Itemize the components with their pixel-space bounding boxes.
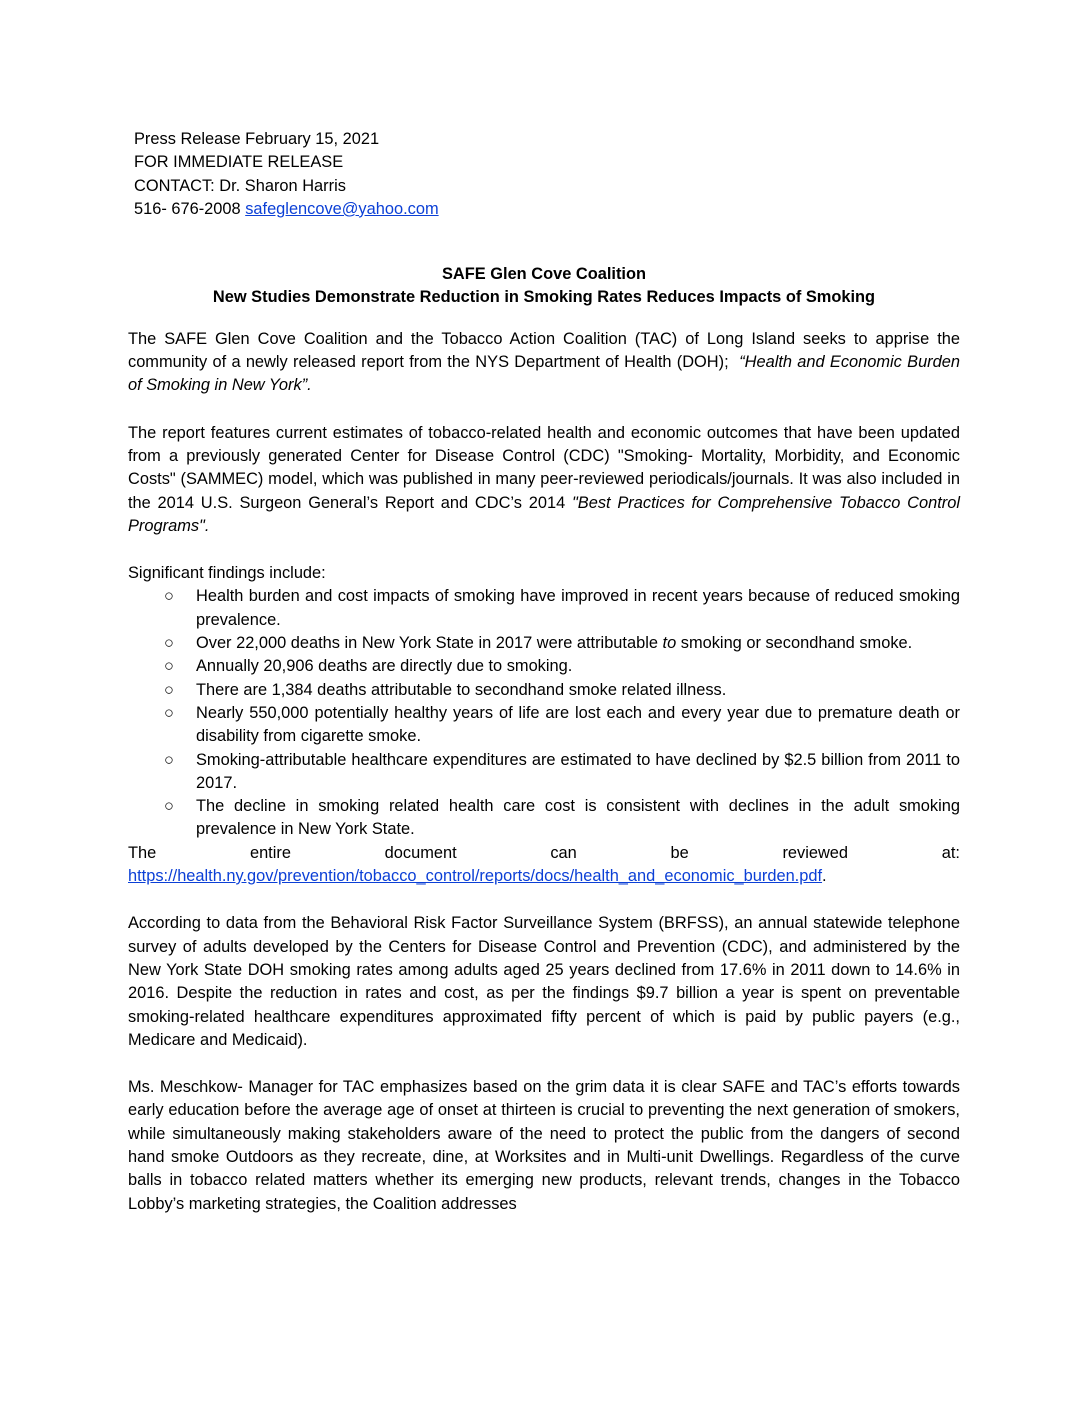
finding-text: The decline in smoking related health care cost is consistent with declines in the adult smoking prevalence in New York State.	[196, 797, 960, 839]
review-sentence	[128, 842, 960, 865]
finding-text: Over 22,000 deaths in New York State in 2017 were attributable	[196, 634, 658, 653]
bullet-icon: ○	[164, 680, 174, 699]
brfss-paragraph: According to data from the Behavioral Risk Factor Surveillance System (BRFSS), an annual statewide telephone survey of adults developed by the Centers for Disease Control and Prevention (CDC), and administered by the New York State DOH smoking rates among adults aged 25 years declined from 17.6% in 2011 down to 14.6% in 2016. Despite the reduction in rates and cost, as per the findings $9.7 billion a year is spent on preventable smoking-related healthcare expenditures approximated fifty percent of which is paid by public payers (e.g., Medicare and Medicaid).	[128, 914, 960, 1049]
intro-text: The SAFE Glen Cove Coalition and the Tobacco Action Coalition (TAC) of Long Island seeks to apprise the community of a newly released report from the NYS Department of Health (DOH);	[128, 329, 960, 372]
contact-email-link[interactable]: safeglencove@yahoo.com	[245, 199, 439, 218]
release-title	[128, 263, 960, 310]
report-title: “Health and Economic Burden of Smoking in New York”.	[128, 353, 960, 395]
release-date: Press Release February 15, 2021	[134, 130, 380, 148]
list-item	[128, 749, 960, 796]
review-word: be	[670, 843, 689, 862]
finding-text: Nearly 550,000 potentially healthy years of life are lost each and every year due to premature death or disability from cigarette smoke.	[196, 703, 960, 746]
document-body	[128, 128, 960, 1240]
finding-emphasis: to	[662, 634, 677, 653]
finding-text: Health burden and cost impacts of smoking have improved in recent years because of reduced smoking prevalence.	[196, 587, 960, 629]
best-practices-title: "Best Practices for Comprehensive Tobacco Control Programs".	[128, 493, 960, 535]
finding-text: Annually 20,906 deaths are directly due to smoking.	[196, 657, 573, 676]
list-item	[128, 655, 960, 678]
title-organization: SAFE Glen Cove Coalition	[442, 265, 646, 284]
findings-section	[128, 562, 960, 842]
intro-paragraph	[128, 328, 960, 398]
finding-text: Smoking-attributable healthcare expenditures are estimated to have declined by $2.5 billion from 2011 to 2017.	[196, 750, 960, 792]
contact-line	[134, 198, 960, 221]
finding-text: smoking or secondhand smoke.	[680, 634, 913, 653]
bullet-icon: ○	[164, 657, 174, 676]
report-text: The report features current estimates of tobacco-related health and economic outcomes that have been updated from a previously generated Center for Disease Control (CDC) "Smoking- Mortality, Morbidity, and Economic Costs" (SAMMEC) model, which was published in many peer-reviewed periodicals/journals. It was also included in the 2014 U.S. Surgeon General’s Report and CDC’s 2014	[128, 423, 960, 512]
bullet-icon: ○	[164, 703, 174, 722]
list-item	[128, 679, 960, 702]
list-item	[128, 702, 960, 749]
review-link-line	[128, 865, 960, 888]
bullet-icon: ○	[164, 634, 174, 653]
bullet-icon: ○	[164, 587, 174, 606]
finding-text: There are 1,384 deaths attributable to secondhand smoke related illness.	[196, 680, 727, 699]
findings-list	[128, 585, 960, 841]
findings-intro: Significant findings include:	[128, 564, 326, 583]
review-word: document	[384, 843, 457, 862]
review-word: at:	[941, 843, 960, 862]
contact-name: CONTACT: Dr. Sharon Harris	[134, 176, 346, 195]
list-item	[128, 632, 960, 655]
tac-paragraph: Ms. Meschkow- Manager for TAC emphasizes based on the grim data it is clear SAFE and TAC’s efforts towards early education before the average age of onset at thirteen is crucial to preventing the next generation of smokers, while simultaneously making stakeholders aware of the need to protect the public from the dangers of second hand smoke Outdoors as they recreate, dine, at Worksites and in Multi-unit Dwellings. Regardless of the curve balls in tobacco related matters whether its emerging new products, relevant trends, changes in the Tobacco Lobby’s marketing strategies, the Coalition addresses	[128, 1078, 960, 1213]
review-word: can	[550, 843, 577, 862]
press-release-header	[134, 128, 960, 221]
review-word: The	[128, 843, 157, 862]
list-item	[128, 585, 960, 632]
title-headline: New Studies Demonstrate Reduction in Smoking Rates Reduces Impacts of Smoking	[212, 288, 876, 307]
list-item	[128, 795, 960, 842]
link-period: .	[822, 867, 827, 886]
bullet-icon: ○	[164, 750, 174, 769]
review-word: entire	[249, 843, 291, 862]
contact-phone: 516- 676-2008	[134, 199, 241, 218]
bullet-icon: ○	[164, 797, 174, 816]
report-paragraph	[128, 422, 960, 538]
review-word: reviewed	[782, 843, 849, 862]
release-status: FOR IMMEDIATE RELEASE	[134, 153, 344, 172]
report-document-link[interactable]: https://health.ny.gov/prevention/tobacco_control/reports/docs/health_and_economic_burden.pdf	[128, 867, 823, 886]
